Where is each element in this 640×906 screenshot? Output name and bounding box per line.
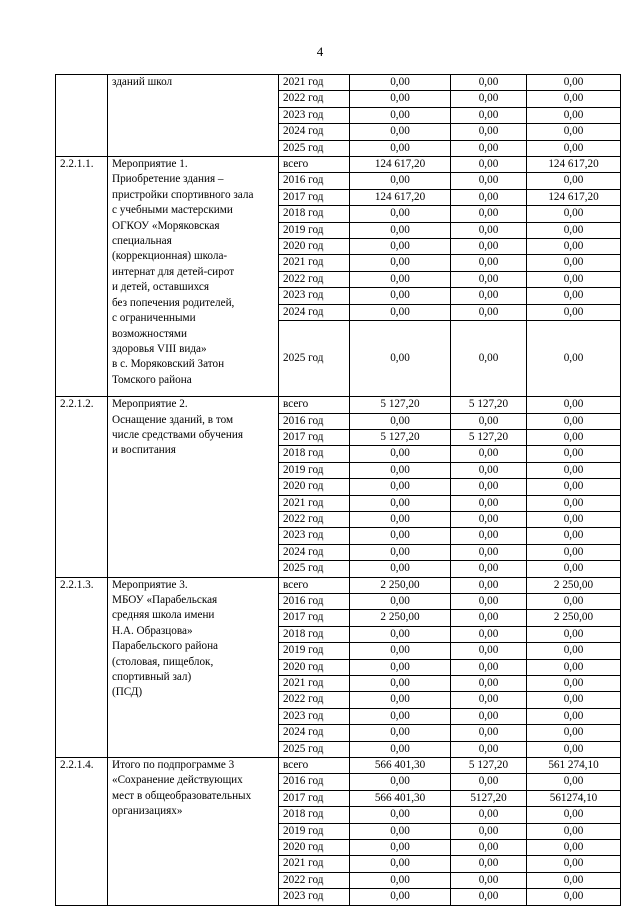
item-description bbox=[108, 397, 279, 577]
regional-budget-cell: 0,00 bbox=[451, 255, 527, 271]
total-cell: 0,00 bbox=[350, 593, 451, 609]
period-cell: 2020 год bbox=[279, 239, 350, 255]
federal-budget-cell: 0,00 bbox=[527, 856, 621, 872]
regional-budget-cell: 0,00 bbox=[451, 124, 527, 140]
period-cell: 2016 год bbox=[279, 173, 350, 189]
period-cell: 2023 год bbox=[279, 889, 350, 905]
period-cell: 2024 год bbox=[279, 544, 350, 560]
total-cell: 0,00 bbox=[350, 823, 451, 839]
federal-budget-cell: 0,00 bbox=[527, 173, 621, 189]
total-cell: 0,00 bbox=[350, 239, 451, 255]
regional-budget-cell: 0,00 bbox=[451, 239, 527, 255]
federal-budget-cell: 0,00 bbox=[527, 91, 621, 107]
period-cell: 2017 год bbox=[279, 790, 350, 806]
table-row bbox=[56, 397, 621, 413]
total-cell: 0,00 bbox=[350, 528, 451, 544]
period-cell: 2019 год bbox=[279, 222, 350, 238]
table-body bbox=[56, 75, 621, 906]
regional-budget-cell: 0,00 bbox=[451, 173, 527, 189]
regional-budget-cell: 0,00 bbox=[451, 610, 527, 626]
regional-budget-cell: 0,00 bbox=[451, 741, 527, 757]
table-row bbox=[56, 577, 621, 593]
regional-budget-cell: 0,00 bbox=[451, 643, 527, 659]
total-cell: 124 617,20 bbox=[350, 189, 451, 205]
table-row bbox=[56, 758, 621, 774]
period-cell: 2022 год bbox=[279, 511, 350, 527]
period-cell: 2021 год bbox=[279, 495, 350, 511]
total-cell: 0,00 bbox=[350, 140, 451, 156]
description-line: Мероприятие 2. bbox=[112, 398, 188, 411]
description-line: интернат для детей-сирот bbox=[112, 265, 235, 278]
period-cell: 2018 год bbox=[279, 446, 350, 462]
regional-budget-cell: 0,00 bbox=[451, 774, 527, 790]
federal-budget-cell: 0,00 bbox=[527, 321, 621, 397]
total-cell: 0,00 bbox=[350, 304, 451, 320]
total-cell: 0,00 bbox=[350, 840, 451, 856]
item-description bbox=[108, 75, 279, 157]
period-cell: 2023 год bbox=[279, 107, 350, 123]
federal-budget-cell: 0,00 bbox=[527, 807, 621, 823]
regional-budget-cell: 0,00 bbox=[451, 528, 527, 544]
description-line: и воспитания bbox=[112, 444, 176, 457]
description-line: без попечения родителей, bbox=[112, 296, 235, 309]
table-row bbox=[56, 75, 621, 91]
federal-budget-cell: 0,00 bbox=[527, 823, 621, 839]
federal-budget-cell: 2 250,00 bbox=[527, 610, 621, 626]
total-cell: 0,00 bbox=[350, 173, 451, 189]
period-cell: всего bbox=[279, 397, 350, 413]
period-cell: 2023 год bbox=[279, 288, 350, 304]
federal-budget-cell: 0,00 bbox=[527, 708, 621, 724]
period-cell: всего bbox=[279, 577, 350, 593]
period-cell: всего bbox=[279, 758, 350, 774]
total-cell: 0,00 bbox=[350, 676, 451, 692]
period-cell: 2022 год bbox=[279, 91, 350, 107]
description-line: Парабельского района bbox=[112, 640, 219, 653]
item-number bbox=[56, 75, 108, 157]
federal-budget-cell: 0,00 bbox=[527, 593, 621, 609]
total-cell: 0,00 bbox=[350, 561, 451, 577]
federal-budget-cell: 0,00 bbox=[527, 741, 621, 757]
description-line: Оснащение зданий, в том bbox=[112, 413, 234, 426]
regional-budget-cell: 0,00 bbox=[451, 692, 527, 708]
regional-budget-cell: 0,00 bbox=[451, 872, 527, 888]
page-number: 4 bbox=[316, 44, 324, 59]
total-cell: 0,00 bbox=[350, 889, 451, 905]
description-line: зданий школ bbox=[112, 76, 173, 88]
federal-budget-cell: 0,00 bbox=[527, 528, 621, 544]
regional-budget-cell: 0,00 bbox=[451, 626, 527, 642]
regional-budget-cell: 0,00 bbox=[451, 446, 527, 462]
description-line: организациях» bbox=[112, 805, 183, 818]
period-cell: 2022 год bbox=[279, 872, 350, 888]
total-cell: 0,00 bbox=[350, 495, 451, 511]
regional-budget-cell: 0,00 bbox=[451, 807, 527, 823]
period-cell: 2021 год bbox=[279, 75, 350, 91]
regional-budget-cell: 5 127,20 bbox=[451, 429, 527, 445]
period-cell: 2023 год bbox=[279, 528, 350, 544]
federal-budget-cell: 0,00 bbox=[527, 544, 621, 560]
total-cell: 0,00 bbox=[350, 124, 451, 140]
description-line: Мероприятие 1. bbox=[112, 158, 188, 171]
federal-budget-cell: 0,00 bbox=[527, 659, 621, 675]
total-cell: 0,00 bbox=[350, 872, 451, 888]
period-cell: 2024 год bbox=[279, 304, 350, 320]
federal-budget-cell: 124 617,20 bbox=[527, 157, 621, 173]
federal-budget-cell: 561 274,10 bbox=[527, 758, 621, 774]
period-cell: 2021 год bbox=[279, 255, 350, 271]
period-cell: 2016 год bbox=[279, 593, 350, 609]
description-line: числе средствами обучения bbox=[112, 428, 243, 441]
regional-budget-cell: 0,00 bbox=[451, 544, 527, 560]
period-cell: 2025 год bbox=[279, 140, 350, 156]
budget-table bbox=[55, 74, 621, 906]
regional-budget-cell: 0,00 bbox=[451, 840, 527, 856]
federal-budget-cell: 0,00 bbox=[527, 561, 621, 577]
item-description bbox=[108, 758, 279, 906]
regional-budget-cell: 5127,20 bbox=[451, 790, 527, 806]
regional-budget-cell: 0,00 bbox=[451, 321, 527, 397]
total-cell: 0,00 bbox=[350, 75, 451, 91]
federal-budget-cell: 0,00 bbox=[527, 872, 621, 888]
federal-budget-cell: 0,00 bbox=[527, 643, 621, 659]
federal-budget-cell: 0,00 bbox=[527, 288, 621, 304]
item-description bbox=[108, 577, 279, 757]
total-cell: 0,00 bbox=[350, 288, 451, 304]
item-number: 2.2.1.2. bbox=[56, 397, 108, 577]
regional-budget-cell: 0,00 bbox=[451, 140, 527, 156]
total-cell: 0,00 bbox=[350, 446, 451, 462]
federal-budget-cell: 0,00 bbox=[527, 692, 621, 708]
period-cell: всего bbox=[279, 157, 350, 173]
total-cell: 0,00 bbox=[350, 462, 451, 478]
description-line: (столовая, пищеблок, bbox=[112, 655, 214, 668]
regional-budget-cell: 0,00 bbox=[451, 725, 527, 741]
period-cell: 2024 год bbox=[279, 124, 350, 140]
regional-budget-cell: 0,00 bbox=[451, 91, 527, 107]
item-number: 2.2.1.3. bbox=[56, 577, 108, 757]
regional-budget-cell: 0,00 bbox=[451, 222, 527, 238]
federal-budget-cell: 0,00 bbox=[527, 271, 621, 287]
federal-budget-cell: 0,00 bbox=[527, 495, 621, 511]
description-line: ОГКОУ «Моряковская bbox=[112, 219, 220, 232]
total-cell: 2 250,00 bbox=[350, 610, 451, 626]
federal-budget-cell: 0,00 bbox=[527, 75, 621, 91]
federal-budget-cell: 0,00 bbox=[527, 511, 621, 527]
total-cell: 0,00 bbox=[350, 479, 451, 495]
period-cell: 2016 год bbox=[279, 413, 350, 429]
regional-budget-cell: 5 127,20 bbox=[451, 397, 527, 413]
period-cell: 2017 год bbox=[279, 610, 350, 626]
regional-budget-cell: 0,00 bbox=[451, 659, 527, 675]
description-line: спортивный зал) bbox=[112, 671, 192, 683]
federal-budget-cell: 0,00 bbox=[527, 140, 621, 156]
period-cell: 2016 год bbox=[279, 774, 350, 790]
period-cell: 2025 год bbox=[279, 321, 350, 397]
total-cell: 5 127,20 bbox=[350, 429, 451, 445]
period-cell: 2025 год bbox=[279, 741, 350, 757]
description-line: Мероприятие 3. bbox=[112, 578, 188, 591]
total-cell: 0,00 bbox=[350, 856, 451, 872]
description-line: Приобретение здания – bbox=[112, 173, 224, 186]
federal-budget-cell: 124 617,20 bbox=[527, 189, 621, 205]
description-line: (коррекционная) школа- bbox=[112, 250, 228, 263]
item-number: 2.2.1.1. bbox=[56, 157, 108, 397]
total-cell: 0,00 bbox=[350, 255, 451, 271]
period-cell: 2019 год bbox=[279, 643, 350, 659]
description-line: пристройки спортивного зала bbox=[112, 188, 254, 201]
period-cell: 2019 год bbox=[279, 823, 350, 839]
period-cell: 2017 год bbox=[279, 189, 350, 205]
total-cell: 0,00 bbox=[350, 222, 451, 238]
total-cell: 0,00 bbox=[350, 544, 451, 560]
total-cell: 0,00 bbox=[350, 107, 451, 123]
regional-budget-cell: 0,00 bbox=[451, 75, 527, 91]
total-cell: 5 127,20 bbox=[350, 397, 451, 413]
total-cell: 124 617,20 bbox=[350, 157, 451, 173]
period-cell: 2018 год bbox=[279, 206, 350, 222]
period-cell: 2017 год bbox=[279, 429, 350, 445]
total-cell: 0,00 bbox=[350, 206, 451, 222]
federal-budget-cell: 0,00 bbox=[527, 774, 621, 790]
description-line: средняя школа имени bbox=[112, 609, 215, 622]
period-cell: 2023 год bbox=[279, 708, 350, 724]
federal-budget-cell: 0,00 bbox=[527, 206, 621, 222]
item-description bbox=[108, 157, 279, 397]
description-line: Н.А. Образцова» bbox=[112, 624, 193, 637]
federal-budget-cell: 0,00 bbox=[527, 889, 621, 905]
description-line: мест в общеобразовательных bbox=[112, 789, 252, 802]
federal-budget-cell: 0,00 bbox=[527, 304, 621, 320]
period-cell: 2025 год bbox=[279, 561, 350, 577]
total-cell: 0,00 bbox=[350, 626, 451, 642]
federal-budget-cell: 0,00 bbox=[527, 397, 621, 413]
regional-budget-cell: 0,00 bbox=[451, 495, 527, 511]
federal-budget-cell: 0,00 bbox=[527, 429, 621, 445]
regional-budget-cell: 0,00 bbox=[451, 413, 527, 429]
description-line: с учебными мастерскими bbox=[112, 204, 233, 217]
federal-budget-cell: 0,00 bbox=[527, 725, 621, 741]
total-cell: 0,00 bbox=[350, 774, 451, 790]
total-cell: 0,00 bbox=[350, 692, 451, 708]
period-cell: 2021 год bbox=[279, 856, 350, 872]
description-line: в с. Моряковский Затон bbox=[112, 358, 225, 371]
period-cell: 2020 год bbox=[279, 659, 350, 675]
total-cell: 566 401,30 bbox=[350, 790, 451, 806]
regional-budget-cell: 0,00 bbox=[451, 708, 527, 724]
total-cell: 0,00 bbox=[350, 708, 451, 724]
period-cell: 2018 год bbox=[279, 626, 350, 642]
total-cell: 2 250,00 bbox=[350, 577, 451, 593]
federal-budget-cell: 0,00 bbox=[527, 446, 621, 462]
regional-budget-cell: 0,00 bbox=[451, 479, 527, 495]
federal-budget-cell: 0,00 bbox=[527, 626, 621, 642]
total-cell: 0,00 bbox=[350, 413, 451, 429]
description-line: специальная bbox=[112, 235, 172, 248]
regional-budget-cell: 5 127,20 bbox=[451, 758, 527, 774]
regional-budget-cell: 0,00 bbox=[451, 823, 527, 839]
total-cell: 0,00 bbox=[350, 807, 451, 823]
description-line: и детей, оставшихся bbox=[112, 281, 209, 294]
federal-budget-cell: 0,00 bbox=[527, 107, 621, 123]
federal-budget-cell: 0,00 bbox=[527, 239, 621, 255]
description-line: (ПСД) bbox=[112, 686, 143, 699]
total-cell: 0,00 bbox=[350, 643, 451, 659]
table-row bbox=[56, 157, 621, 173]
regional-budget-cell: 0,00 bbox=[451, 206, 527, 222]
federal-budget-cell: 0,00 bbox=[527, 840, 621, 856]
description-line: Итого по подпрограмме 3 bbox=[112, 759, 235, 772]
federal-budget-cell: 0,00 bbox=[527, 255, 621, 271]
total-cell: 0,00 bbox=[350, 91, 451, 107]
description-line: с ограниченными bbox=[112, 312, 196, 325]
total-cell: 0,00 bbox=[350, 741, 451, 757]
total-cell: 0,00 bbox=[350, 725, 451, 741]
federal-budget-cell: 0,00 bbox=[527, 676, 621, 692]
regional-budget-cell: 0,00 bbox=[451, 271, 527, 287]
description-line: Томского района bbox=[112, 373, 192, 386]
period-cell: 2020 год bbox=[279, 840, 350, 856]
period-cell: 2019 год bbox=[279, 462, 350, 478]
federal-budget-cell: 0,00 bbox=[527, 462, 621, 478]
description-line: здоровья VIII вида» bbox=[112, 342, 207, 355]
regional-budget-cell: 0,00 bbox=[451, 676, 527, 692]
total-cell: 0,00 bbox=[350, 511, 451, 527]
federal-budget-cell: 2 250,00 bbox=[527, 577, 621, 593]
description-line: МБОУ «Парабельская bbox=[112, 593, 218, 606]
item-number: 2.2.1.4. bbox=[56, 758, 108, 906]
federal-budget-cell: 0,00 bbox=[527, 479, 621, 495]
federal-budget-cell: 0,00 bbox=[527, 222, 621, 238]
federal-budget-cell: 0,00 bbox=[527, 413, 621, 429]
regional-budget-cell: 0,00 bbox=[451, 856, 527, 872]
federal-budget-cell: 561274,10 bbox=[527, 790, 621, 806]
regional-budget-cell: 0,00 bbox=[451, 462, 527, 478]
description-line: возможностями bbox=[112, 327, 187, 340]
period-cell: 2021 год bbox=[279, 676, 350, 692]
regional-budget-cell: 0,00 bbox=[451, 288, 527, 304]
regional-budget-cell: 0,00 bbox=[451, 189, 527, 205]
total-cell: 566 401,30 bbox=[350, 758, 451, 774]
period-cell: 2018 год bbox=[279, 807, 350, 823]
period-cell: 2020 год bbox=[279, 479, 350, 495]
total-cell: 0,00 bbox=[350, 659, 451, 675]
total-cell: 0,00 bbox=[350, 271, 451, 287]
regional-budget-cell: 0,00 bbox=[451, 157, 527, 173]
period-cell: 2024 год bbox=[279, 725, 350, 741]
regional-budget-cell: 0,00 bbox=[451, 593, 527, 609]
period-cell: 2022 год bbox=[279, 692, 350, 708]
description-line: «Сохранение действующих bbox=[112, 774, 243, 787]
federal-budget-cell: 0,00 bbox=[527, 124, 621, 140]
regional-budget-cell: 0,00 bbox=[451, 561, 527, 577]
regional-budget-cell: 0,00 bbox=[451, 511, 527, 527]
regional-budget-cell: 0,00 bbox=[451, 577, 527, 593]
period-cell: 2022 год bbox=[279, 271, 350, 287]
regional-budget-cell: 0,00 bbox=[451, 107, 527, 123]
regional-budget-cell: 0,00 bbox=[451, 889, 527, 905]
total-cell: 0,00 bbox=[350, 321, 451, 397]
regional-budget-cell: 0,00 bbox=[451, 304, 527, 320]
